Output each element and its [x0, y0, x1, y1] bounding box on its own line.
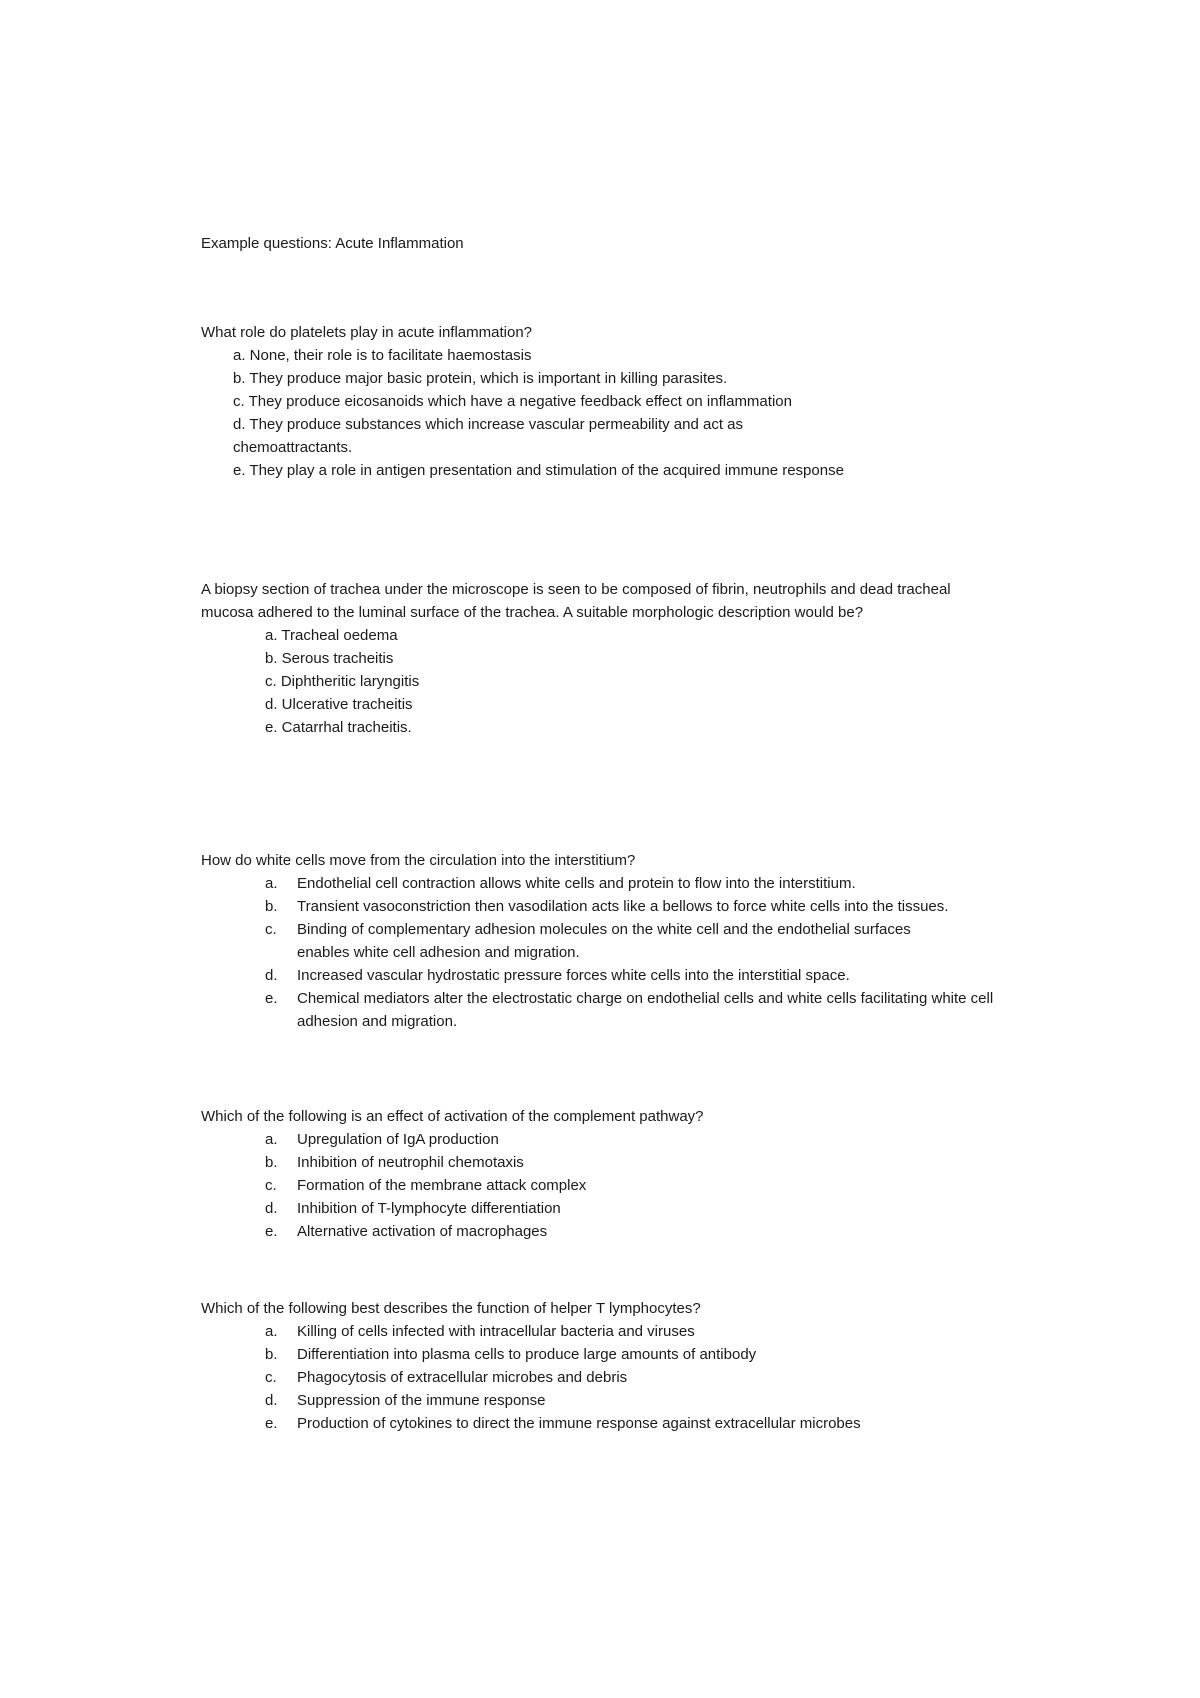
option-label: b.	[265, 1346, 278, 1363]
option-text: Endothelial cell contraction allows white cells and protein to flow into the interstitium.	[297, 875, 856, 892]
option-text: Alternative activation of macrophages	[297, 1223, 548, 1240]
question-1	[201, 321, 1001, 482]
option-d	[265, 1197, 1001, 1220]
option-label: d.	[265, 967, 278, 984]
option-b	[265, 1343, 1031, 1366]
option-label: a.	[265, 1323, 278, 1340]
option-label: b.	[265, 1154, 278, 1171]
option-text: Chemical mediators alter the electrostatic charge on endothelial cells and white cells facilitating white cell adhesion and migration.	[297, 990, 994, 1030]
option-c	[265, 1174, 1001, 1197]
option-text: Differentiation into plasma cells to produce large amounts of antibody	[297, 1346, 757, 1363]
option-list	[201, 624, 1001, 739]
question-5	[201, 1297, 1031, 1435]
option-list	[201, 1128, 1001, 1243]
option-e	[265, 1412, 1031, 1435]
option-e	[265, 1220, 1001, 1243]
question-stem: What role do platelets play in acute inflammation?	[201, 324, 533, 341]
option-label: b.	[265, 898, 278, 915]
option-e: e. They play a role in antigen presentation and stimulation of the acquired immune response	[233, 462, 844, 479]
question-stem: A biopsy section of trachea under the microscope is seen to be composed of fibrin, neutrophils and dead tracheal mucosa adhered to the luminal surface of the trachea. A suitable morphologic description would be?	[201, 581, 951, 621]
option-text: Phagocytosis of extracellular microbes and debris	[297, 1369, 628, 1386]
option-text: Production of cytokines to direct the immune response against extracellular microbes	[297, 1415, 861, 1432]
option-text: Increased vascular hydrostatic pressure forces white cells into the interstitial space.	[297, 967, 850, 984]
option-list	[201, 872, 1031, 1033]
option-e	[265, 987, 1031, 1033]
option-label: e.	[265, 1415, 278, 1432]
option-c	[265, 1366, 1031, 1389]
option-d: d. They produce substances which increase vascular permeability and act as chemoattractants.	[233, 416, 743, 456]
option-label: a.	[265, 875, 278, 892]
option-label: e.	[265, 1223, 278, 1240]
option-text: Inhibition of neutrophil chemotaxis	[297, 1154, 524, 1171]
option-label: d.	[265, 1392, 278, 1409]
option-label: e.	[265, 990, 278, 1007]
option-c: c. Diphtheritic laryngitis	[265, 673, 420, 690]
question-stem: Which of the following best describes the function of helper T lymphocytes?	[201, 1300, 701, 1317]
option-label: c.	[265, 1369, 277, 1386]
option-text: Killing of cells infected with intracellular bacteria and viruses	[297, 1323, 695, 1340]
question-4	[201, 1105, 1001, 1243]
option-b	[265, 1151, 1001, 1174]
option-d: d. Ulcerative tracheitis	[265, 696, 413, 713]
option-label: c.	[265, 1177, 277, 1194]
option-e: e. Catarrhal tracheitis.	[265, 719, 412, 736]
option-label: a.	[265, 1131, 278, 1148]
option-a: a. None, their role is to facilitate haemostasis	[233, 347, 532, 364]
option-a: a. Tracheal oedema	[265, 627, 398, 644]
question-2	[201, 578, 1001, 739]
option-a	[265, 872, 1031, 895]
option-text: Formation of the membrane attack complex	[297, 1177, 587, 1194]
option-b	[265, 895, 1031, 918]
option-text: Suppression of the immune response	[297, 1392, 546, 1409]
option-list	[201, 1320, 1031, 1435]
question-3	[201, 849, 1031, 1033]
question-stem: How do white cells move from the circulation into the interstitium?	[201, 852, 636, 869]
option-c: c. They produce eicosanoids which have a negative feedback effect on inflammation	[233, 393, 792, 410]
option-list	[201, 344, 893, 482]
option-text: Transient vasoconstriction then vasodilation acts like a bellows to force white cells into the tissues.	[297, 898, 949, 915]
option-text: Binding of complementary adhesion molecules on the white cell and the endothelial surfaces enables white cell adhesion and migration.	[297, 921, 911, 961]
option-d	[265, 1389, 1031, 1412]
option-label: d.	[265, 1200, 278, 1217]
option-text: Upregulation of IgA production	[297, 1131, 499, 1148]
option-label: c.	[265, 921, 277, 938]
option-b: b. They produce major basic protein, which is important in killing parasites.	[233, 370, 728, 387]
option-c	[265, 918, 1031, 964]
option-d	[265, 964, 1031, 987]
option-a	[265, 1320, 1031, 1343]
option-a	[265, 1128, 1001, 1151]
question-stem: Which of the following is an effect of activation of the complement pathway?	[201, 1108, 704, 1125]
option-text: Inhibition of T-lymphocyte differentiation	[297, 1200, 561, 1217]
page-title: Example questions: Acute Inflammation	[201, 235, 464, 252]
option-b: b. Serous tracheitis	[265, 650, 394, 667]
